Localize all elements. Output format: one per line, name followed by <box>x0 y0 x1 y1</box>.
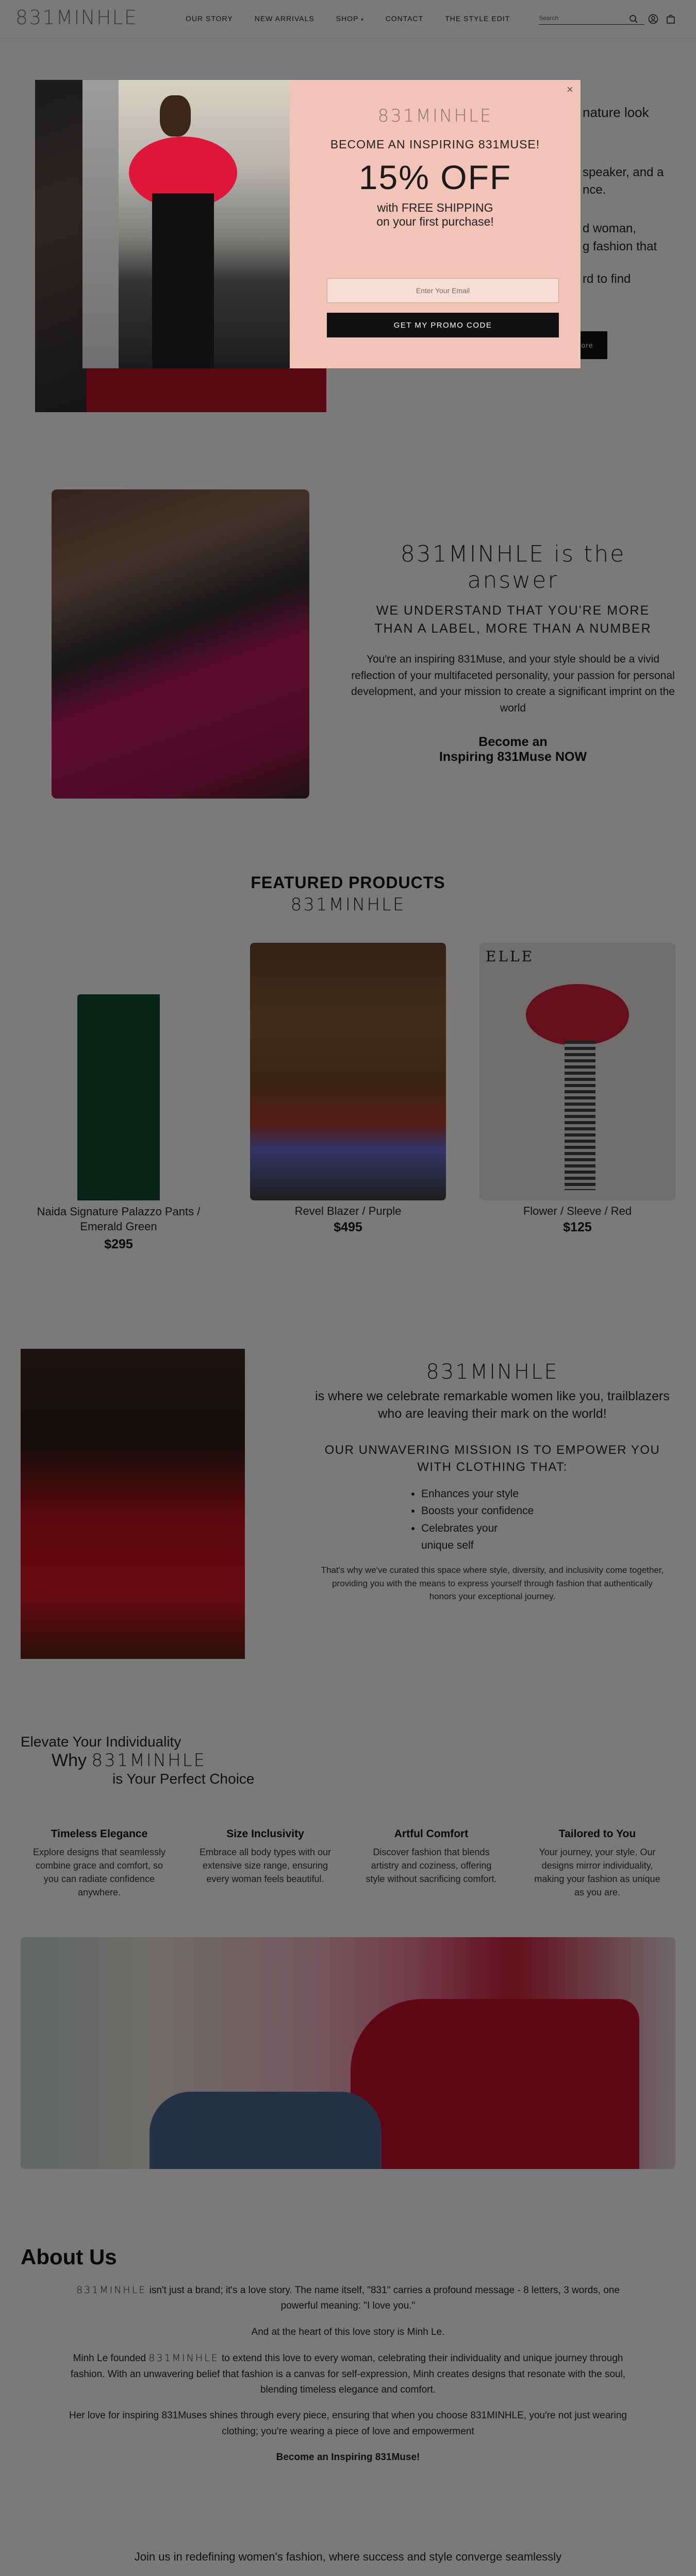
close-icon[interactable]: × <box>567 83 573 96</box>
promo-sub1: with FREE SHIPPING <box>377 201 493 214</box>
promo-image <box>82 80 290 368</box>
promo-submit-button[interactable]: GET MY PROMO CODE <box>327 313 559 337</box>
promo-image-building <box>82 80 119 368</box>
promo-offer: 15% OFF <box>358 158 512 196</box>
promo-email-input[interactable]: Enter Your Email <box>327 278 559 303</box>
promo-image-black-dress <box>152 193 214 368</box>
promo-sub2: on your first purchase! <box>376 215 494 228</box>
promo-headline: BECOME AN INSPIRING 831MUSE! <box>330 138 540 151</box>
promo-image-head <box>160 95 191 137</box>
promo-logo: 831MINHLE <box>377 106 493 126</box>
promo-content <box>290 80 581 368</box>
promo-modal <box>82 80 581 368</box>
